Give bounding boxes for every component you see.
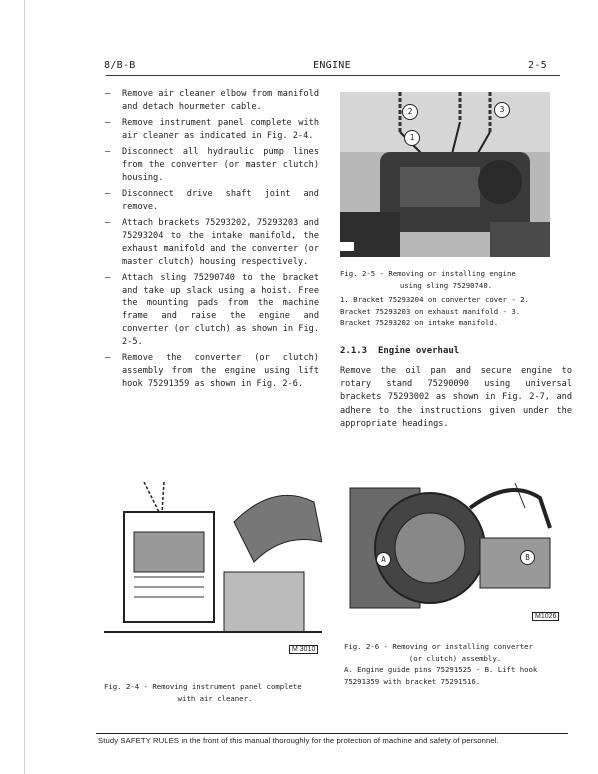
- caption-line: with air cleaner.: [177, 693, 253, 703]
- caption-line: (or clutch) assembly.: [408, 653, 502, 663]
- figure-2-5-legend: [340, 294, 572, 329]
- step-text: Remove instrument panel complete with air cleaner as indicated in Fig. 2-4.: [122, 118, 319, 141]
- step-text: Attach brackets 75293202, 75293203 and 75293204 to the intake manifold, the exhaust manifold and the converter (or master clutch) housing respectively.: [122, 218, 319, 267]
- caption-line: Fig. 2-6 - Removing or installing converter: [344, 642, 533, 651]
- converter-removal-drawing: [340, 468, 566, 628]
- step-text: Remove air cleaner elbow from manifold and detach hourmeter cable.: [122, 89, 319, 112]
- callout-1: 1: [404, 130, 420, 146]
- step-text: Disconnect drive shaft joint and remove.: [122, 189, 319, 212]
- step-text: Disconnect all hydraulic pump lines from the converter (or master clutch) housing.: [122, 147, 319, 183]
- legend-line: 1. Bracket 75293204 on converter cover - 2.: [340, 295, 529, 304]
- figure-2-4-caption: [104, 681, 326, 704]
- header-page-number: 2-5: [528, 60, 547, 71]
- legend-line: Bracket 75293202 on intake manifold.: [340, 318, 499, 327]
- step-item: – Attach brackets 75293202, 75293203 and 75293204 to the intake manifold, the exhaust manifold and the converter (or master clutch) housing respectively.: [105, 218, 319, 267]
- callout-b: B: [520, 550, 535, 565]
- caption-line: using sling 75290740.: [399, 280, 493, 290]
- figure-tag: M 3010: [289, 645, 318, 654]
- caption-line: Fig. 2-4 - Removing instrument panel complete: [104, 682, 302, 691]
- figure-2-6-caption: [344, 641, 566, 687]
- callout-3: 3: [494, 102, 510, 118]
- section-heading: [340, 346, 459, 356]
- figure-2-4-drawing: [104, 482, 322, 658]
- instrument-panel-drawing: [104, 482, 322, 658]
- figure-tag: M1026: [532, 612, 559, 621]
- step-text: Remove the converter (or clutch) assembly from the engine using lift hook 75291359 as shown in Fig. 2-6.: [122, 353, 319, 389]
- header-section-code: 8/B-B: [104, 60, 136, 71]
- figure-2-5-photo: [340, 92, 550, 257]
- overhaul-paragraph: Remove the oil pan and secure engine to rotary stand 75290090 using universal brackets 75293002 as shown in Fig. 2-7, and adhere to the instructions given under the appropriate headings.: [340, 366, 572, 429]
- figure-2-5-caption: [340, 268, 552, 291]
- safety-footer: Study SAFETY RULES in the front of this manual thoroughly for the protection of machine and safety of personnel.: [98, 736, 499, 745]
- step-item: – Remove the converter (or clutch) assembly from the engine using lift hook 75291359 as shown in Fig. 2-6.: [105, 353, 319, 389]
- step-item: – Attach sling 75290740 to the bracket and take up slack using a hoist. Free the mounting pads from the machine frame and raise the engine and converter (or clutch) as shown in Fig. 2-5.: [105, 272, 319, 347]
- step-item: – Remove air cleaner elbow from manifold and detach hourmeter cable.: [105, 89, 319, 112]
- header-rule: [106, 75, 560, 76]
- step-item: – Disconnect drive shaft joint and remove.: [105, 189, 319, 212]
- header-chapter-title: ENGINE: [313, 60, 351, 71]
- section-number: 2.1.3: [340, 346, 368, 356]
- callout-2: 2: [402, 104, 418, 120]
- section-title: Engine overhaul: [377, 346, 460, 356]
- step-text: Attach sling 75290740 to the bracket and take up slack using a hoist. Free the mounting pads from the machine frame and raise the engine and converter (or clutch) as shown in Fig. 2-5.: [122, 272, 319, 347]
- figure-2-6-drawing: [340, 468, 566, 628]
- step-item: – Disconnect all hydraulic pump lines from the converter (or master clutch) housing.: [105, 147, 319, 183]
- legend-line: 75291359 with bracket 75291516.: [344, 676, 481, 686]
- legend-line: A. Engine guide pins 75291525 - B. Lift hook: [344, 665, 538, 674]
- procedure-steps: [105, 88, 319, 394]
- step-item: – Remove instrument panel complete with air cleaner as indicated in Fig. 2-4.: [105, 118, 319, 141]
- callout-a: A: [376, 552, 391, 567]
- caption-line: Fig. 2-5 - Removing or installing engine: [340, 269, 516, 278]
- footer-rule: [96, 733, 568, 734]
- legend-line: Bracket 75293203 on exhaust manifold - 3.: [340, 306, 521, 316]
- engine-hoist-photo: [340, 92, 550, 257]
